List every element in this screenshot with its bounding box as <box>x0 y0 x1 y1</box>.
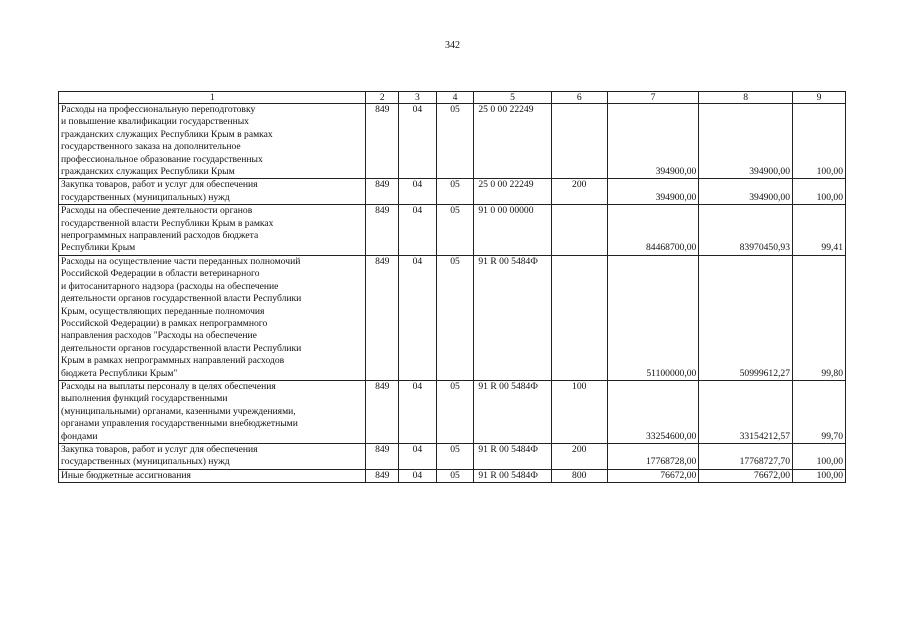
executed-cell: 76672,00 <box>699 469 793 482</box>
percent-cell: 100,00 <box>793 179 846 205</box>
code-cell: 849 <box>366 380 399 443</box>
target-article-cell: 91 0 00 00000 <box>474 205 551 256</box>
table-row <box>59 380 846 443</box>
target-article-cell: 25 0 00 22249 <box>474 179 551 205</box>
section-cell: 04 <box>399 380 437 443</box>
amount-cell: 394900,00 <box>607 104 699 179</box>
expense-name-cell: Расходы на выплаты персоналу в целях обеспечения выполнения функций государственными (муниципальными) органами, казенными учреждениями, органами управления государственными внебюджетными фондами <box>59 380 366 443</box>
table-row <box>59 255 846 380</box>
table-row <box>59 179 846 205</box>
code-cell: 849 <box>366 205 399 256</box>
amount-cell: 33254600,00 <box>607 380 699 443</box>
expense-type-cell <box>551 104 607 179</box>
percent-cell: 100,00 <box>793 469 846 482</box>
executed-cell: 33154212,57 <box>699 380 793 443</box>
section-cell: 04 <box>399 255 437 380</box>
header-cell-6: 6 <box>551 92 607 104</box>
subsection-cell: 05 <box>436 380 474 443</box>
code-cell: 849 <box>366 104 399 179</box>
expense-name-cell: Расходы на обеспечение деятельности органов государственной власти Республики Крым в рамках непрограммных направлений расходов бюджета Республики Крым <box>59 205 366 256</box>
executed-cell: 394900,00 <box>699 179 793 205</box>
subsection-cell: 05 <box>436 255 474 380</box>
code-cell: 849 <box>366 469 399 482</box>
expense-type-cell: 100 <box>551 380 607 443</box>
expense-type-cell <box>551 205 607 256</box>
target-article-cell: 91 R 00 5484Ф <box>474 469 551 482</box>
expense-name-cell: Закупка товаров, работ и услуг для обеспечения государственных (муниципальных) нужд <box>59 443 366 469</box>
page-number: 342 <box>445 40 460 51</box>
header-cell-9: 9 <box>793 92 846 104</box>
percent-cell: 99,70 <box>793 380 846 443</box>
section-cell: 04 <box>399 469 437 482</box>
header-cell-4: 4 <box>436 92 474 104</box>
amount-cell: 394900,00 <box>607 179 699 205</box>
section-cell: 04 <box>399 205 437 256</box>
amount-cell: 17768728,00 <box>607 443 699 469</box>
expense-type-cell: 200 <box>551 179 607 205</box>
section-cell: 04 <box>399 179 437 205</box>
percent-cell: 100,00 <box>793 443 846 469</box>
header-cell-7: 7 <box>607 92 699 104</box>
subsection-cell: 05 <box>436 205 474 256</box>
target-article-cell: 91 R 00 5484Ф <box>474 255 551 380</box>
percent-cell: 99,41 <box>793 205 846 256</box>
expense-name-cell: Расходы на осуществление части переданных полномочий Российской Федерации в области ветеринарного и фитосанитарного надзора (расходы на обеспечение деятельности органов государственной власти Республики Крым, осуществляющих переданные полномочия Российской Федерации) в рамках непрограммного направления расходов "Расходы на обеспечение деятельности органов государственной власти Республики Крым в рамках непрограммных направлений расходов бюджета Республики Крым" <box>59 255 366 380</box>
expense-type-cell: 200 <box>551 443 607 469</box>
target-article-cell: 25 0 00 22249 <box>474 104 551 179</box>
section-cell: 04 <box>399 443 437 469</box>
code-cell: 849 <box>366 443 399 469</box>
target-article-cell: 91 R 00 5484Ф <box>474 443 551 469</box>
code-cell: 849 <box>366 255 399 380</box>
amount-cell: 84468700,00 <box>607 205 699 256</box>
expense-name-cell: Иные бюджетные ассигнования <box>59 469 366 482</box>
header-row <box>59 92 846 104</box>
table-row <box>59 104 846 179</box>
amount-cell: 76672,00 <box>607 469 699 482</box>
header-cell-3: 3 <box>399 92 437 104</box>
executed-cell: 17768727,70 <box>699 443 793 469</box>
expense-name-cell: Закупка товаров, работ и услуг для обеспечения государственных (муниципальных) нужд <box>59 179 366 205</box>
subsection-cell: 05 <box>436 179 474 205</box>
amount-cell: 51100000,00 <box>607 255 699 380</box>
section-cell: 04 <box>399 104 437 179</box>
header-cell-5: 5 <box>474 92 551 104</box>
target-article-cell: 91 R 00 5484Ф <box>474 380 551 443</box>
expense-name-cell: Расходы на профессиональную переподготовку и повышение квалификации государственных гражданских служащих Республики Крым в рамках государственного заказа на дополнительное профессиональное образование государственных гражданских служащих Республики Крым <box>59 104 366 179</box>
subsection-cell: 05 <box>436 104 474 179</box>
table-row <box>59 205 846 256</box>
executed-cell: 50999612,27 <box>699 255 793 380</box>
table-row <box>59 469 846 482</box>
budget-table <box>58 91 846 483</box>
executed-cell: 83970450,93 <box>699 205 793 256</box>
subsection-cell: 05 <box>436 469 474 482</box>
header-cell-8: 8 <box>699 92 793 104</box>
percent-cell: 99,80 <box>793 255 846 380</box>
executed-cell: 394900,00 <box>699 104 793 179</box>
subsection-cell: 05 <box>436 443 474 469</box>
expense-type-cell <box>551 255 607 380</box>
header-cell-1: 1 <box>59 92 366 104</box>
percent-cell: 100,00 <box>793 104 846 179</box>
expense-type-cell: 800 <box>551 469 607 482</box>
header-cell-2: 2 <box>366 92 399 104</box>
table-row <box>59 443 846 469</box>
code-cell: 849 <box>366 179 399 205</box>
